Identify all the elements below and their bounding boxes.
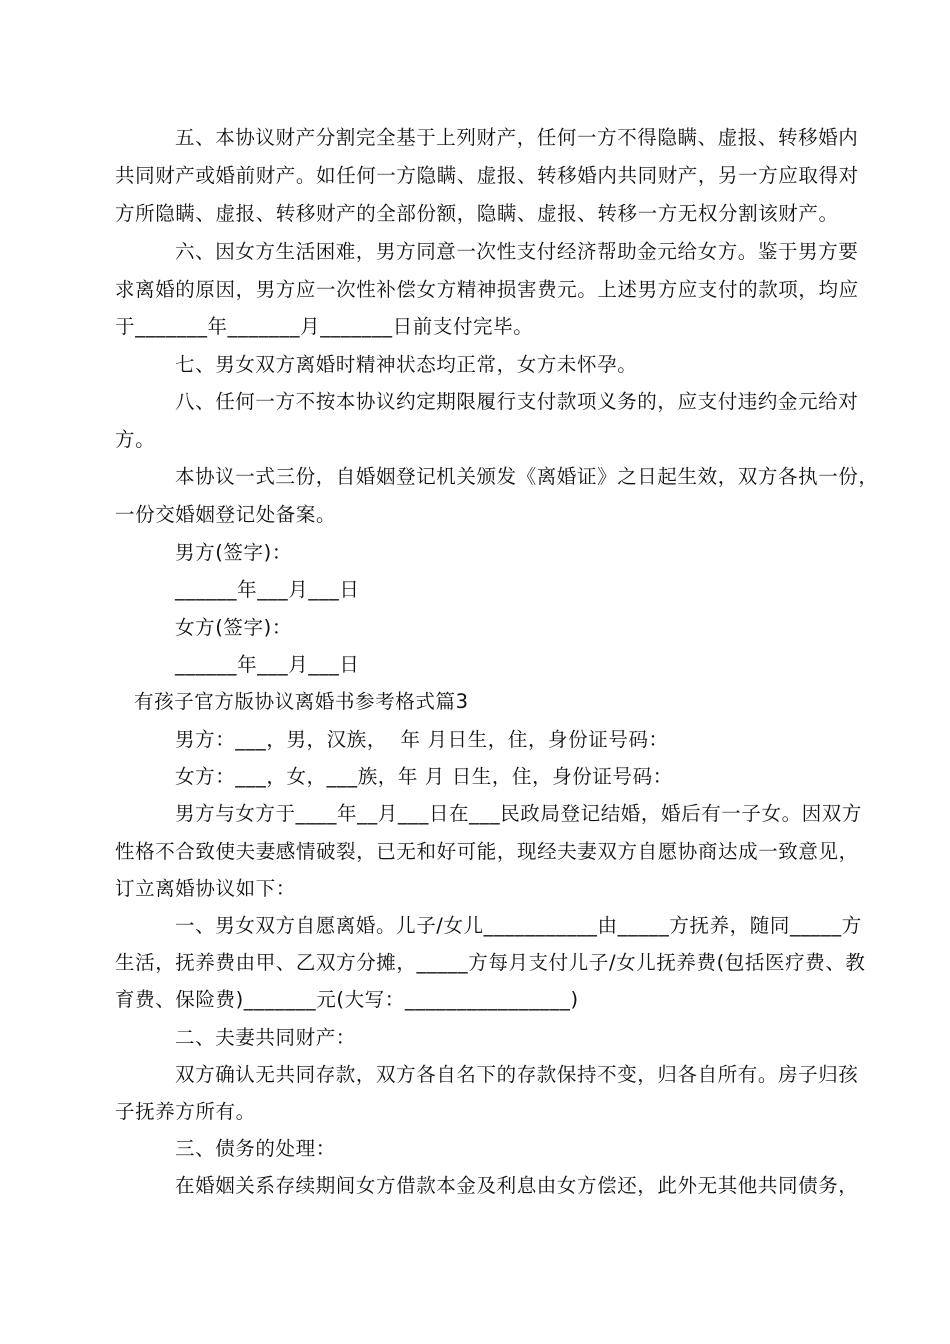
paragraph-line: 子抚养方所有。 bbox=[115, 1100, 256, 1123]
section-heading: 有孩子官方版协议离婚书参考格式篇3 bbox=[134, 690, 469, 713]
paragraph-line: 方所隐瞒、虚报、转移财产的全部份额，隐瞒、虚报、转移一方无权分割该财产。 bbox=[115, 202, 839, 225]
clause-heading: 三、债务的处理： bbox=[175, 1137, 336, 1160]
paragraph-line: 八、任何一方不按本协议约定期限履行支付款项义务的，应支付违约金元给对 bbox=[175, 390, 859, 413]
signature-date-male: ______年___月___日 bbox=[175, 578, 360, 601]
party-info-male: 男方：___，男，汉族， 年 月日生，住，身份证号码： bbox=[175, 728, 669, 751]
paragraph-line: 六、因女方生活困难，男方同意一次性支付经济帮助金元给女方。鉴于男方要 bbox=[175, 240, 859, 263]
paragraph-line: 在婚姻关系存续期间女方借款本金及利息由女方偿还，此外无其他共同债务， bbox=[175, 1174, 859, 1197]
paragraph-line: 共同财产或婚前财产。如任何一方隐瞒、虚报、转移婚内共同财产，另一方应取得对 bbox=[115, 164, 859, 187]
signature-label-male: 男方(签字)： bbox=[175, 541, 292, 564]
paragraph-line: 育费、保险费)_______元(大写：________________) bbox=[115, 988, 579, 1011]
paragraph-line: 生活，抚养费由甲、乙双方分摊，_____方每月支付儿子/女儿抚养费(包括医疗费、教 bbox=[115, 951, 866, 974]
paragraph-line: 五、本协议财产分割完全基于上列财产，任何一方不得隐瞒、虚报、转移婚内 bbox=[175, 126, 859, 149]
paragraph-line: 七、男女双方离婚时精神状态均正常，女方未怀孕。 bbox=[175, 353, 638, 376]
signature-label-female: 女方(签字)： bbox=[175, 616, 292, 639]
paragraph-line: 性格不合致使夫妻感情破裂，已无和好可能，现经夫妻双方自愿协商达成一致意见， bbox=[115, 840, 859, 863]
paragraph-line: 双方确认无共同存款，双方各自名下的存款保持不变，归各自所有。房子归孩 bbox=[175, 1063, 859, 1086]
signature-date-female: ______年___月___日 bbox=[175, 653, 360, 676]
paragraph-line: 男方与女方于____年__月___日在___民政局登记结婚，婚后有一子女。因双方 bbox=[175, 802, 863, 825]
party-info-female: 女方：___，女，___族，年 月 日生，住，身份证号码： bbox=[175, 765, 673, 788]
clause-heading: 二、夫妻共同财产： bbox=[175, 1026, 356, 1049]
paragraph-line: 一、男女双方自愿离婚。儿子/女儿___________由_____方抚养，随同_____方 bbox=[175, 914, 862, 937]
paragraph-line: 订立离婚协议如下： bbox=[115, 877, 296, 900]
paragraph-line: 于_______年_______月_______日前支付完毕。 bbox=[115, 315, 534, 338]
paragraph-line: 求离婚的原因，男方应一次性补偿女方精神损害费元。上述男方应支付的款项，均应 bbox=[115, 278, 859, 301]
paragraph-line: 方。 bbox=[115, 428, 156, 451]
paragraph-line: 一份交婚姻登记处备案。 bbox=[115, 503, 337, 526]
paragraph-line: 本协议一式三份，自婚姻登记机关颁发《离婚证》之日起生效，双方各执一份， bbox=[175, 465, 879, 488]
